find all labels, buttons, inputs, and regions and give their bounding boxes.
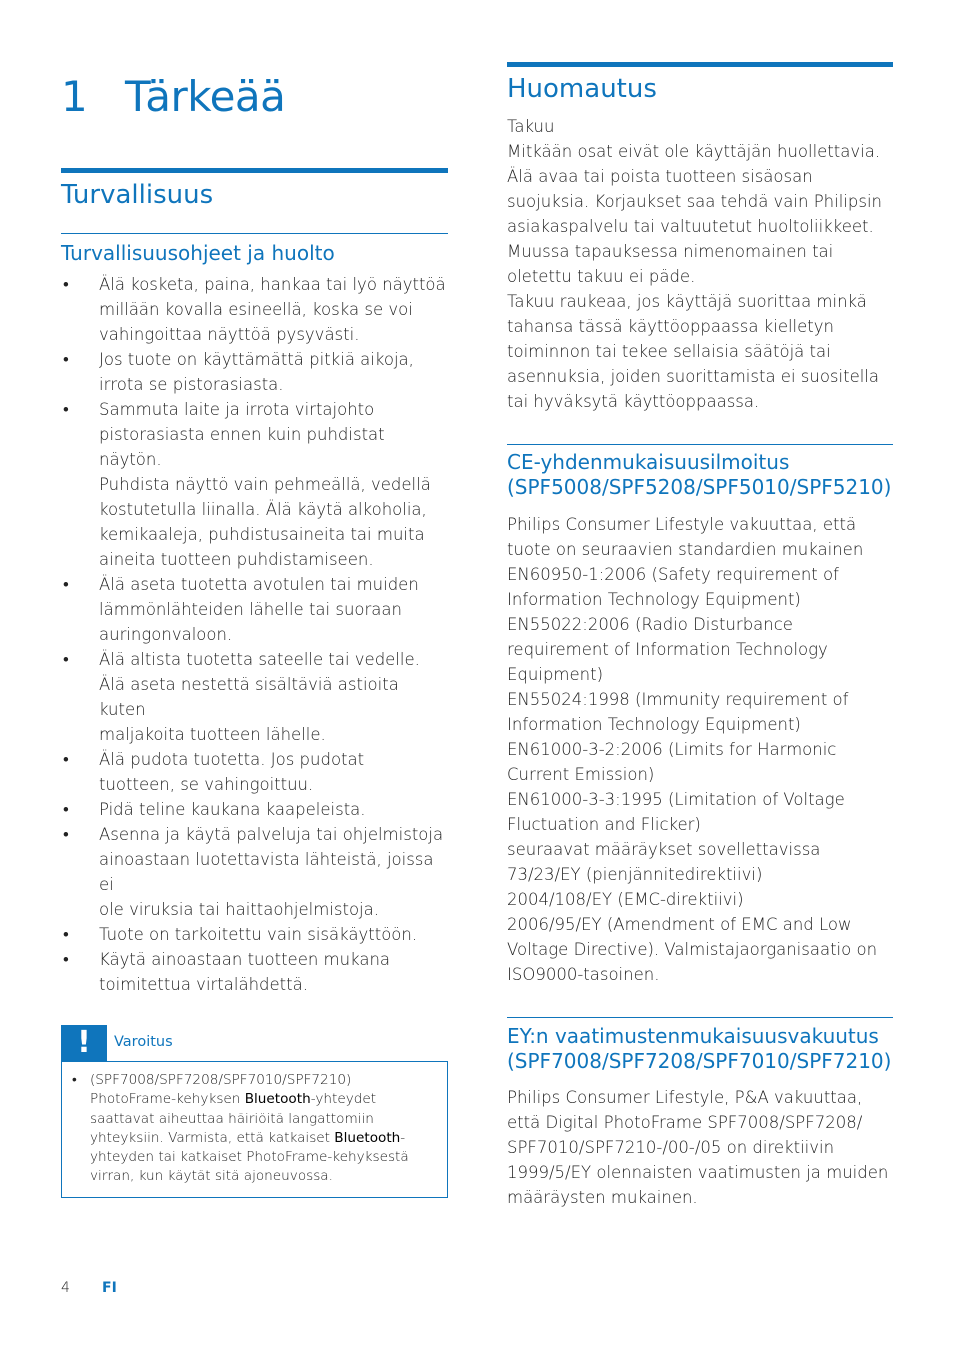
ey-line: määräysten mukainen. bbox=[507, 1188, 698, 1207]
bullet-line: Tuote on tarkoitettu vain sisäkäyttöön. bbox=[99, 925, 418, 944]
ey-line: 1999/5/EY olennaisten vaatimusten ja muiden bbox=[507, 1163, 889, 1182]
bluetooth-term: Bluetooth bbox=[244, 1091, 311, 1108]
ce-line: EN55022:2006 (Radio Disturbance bbox=[507, 615, 793, 634]
warning-text bbox=[72, 1071, 433, 1187]
bullet-line: irrota se pistorasiasta. bbox=[99, 375, 284, 394]
bullet-line: kemikaaleja, puhdistusaineita tai muita bbox=[99, 525, 425, 544]
ce-title-line: CE-yhdenmukaisuusilmoitus bbox=[507, 450, 790, 474]
ce-line: EN61000-3-3:1995 (Limitation of Voltage bbox=[507, 790, 845, 809]
ey-title-line: EY:n vaatimustenmukaisuusvakuutus bbox=[507, 1024, 879, 1048]
warning-label: Varoitus bbox=[114, 1034, 173, 1050]
ce-line: EN61000-3-2:2006 (Limits for Harmonic bbox=[507, 740, 837, 759]
ce-line: Voltage Directive). Valmistajaorganisaatio on bbox=[507, 940, 878, 959]
bullet-dot: • bbox=[63, 800, 69, 819]
bullet-line: aineita tuotteen puhdistamiseen. bbox=[99, 550, 374, 569]
ce-line: 2004/108/EY (EMC-direktiivi) bbox=[507, 890, 744, 909]
safety-bullet-item bbox=[61, 572, 448, 647]
ce-line: Fluctuation and Flicker) bbox=[507, 815, 701, 834]
right-column bbox=[507, 60, 893, 1210]
ce-line: ISO9000-tasoinen. bbox=[507, 965, 660, 984]
warning-line: yhteyksiin. Varmista, että katkaiset bbox=[90, 1129, 335, 1146]
bullet-line: lämmönlähteiden lähelle tai suoraan bbox=[99, 600, 402, 619]
bullet-line: auringonvaloon. bbox=[99, 625, 233, 644]
bullet-line: Käytä ainoastaan tuotteen mukana bbox=[99, 950, 391, 969]
bullet-dot: • bbox=[63, 750, 69, 769]
ey-title bbox=[507, 1024, 893, 1074]
note-rule bbox=[507, 62, 893, 67]
safety-bullet-item bbox=[61, 747, 448, 797]
bullet-dot: • bbox=[63, 350, 69, 369]
bullet-line: tuotteen, se vahingoittuu. bbox=[99, 775, 314, 794]
warning-line: - bbox=[400, 1129, 406, 1146]
note-line: suojuksia. Korjaukset saa tehdä vain Philipsin bbox=[507, 192, 882, 211]
language-code: FI bbox=[102, 1280, 117, 1296]
note-line: Takuu raukeaa, jos käyttäjä suorittaa minkä bbox=[507, 292, 867, 311]
bullet-dot: • bbox=[63, 825, 69, 844]
note-line: Älä avaa tai poista tuotteen sisäosan bbox=[507, 167, 813, 186]
ce-title-line: (SPF5008/SPF5208/SPF5010/SPF5210) bbox=[507, 475, 892, 499]
ey-rule bbox=[507, 1017, 893, 1018]
left-column bbox=[61, 60, 448, 1198]
bullet-line: Älä altista tuotetta sateelle tai vedelle. bbox=[99, 650, 420, 669]
bullet-dot: • bbox=[63, 650, 69, 669]
ey-line: että Digital PhotoFrame SPF7008/SPF7208/ bbox=[507, 1113, 863, 1132]
ey-title-line: (SPF7008/SPF7208/SPF7010/SPF7210) bbox=[507, 1049, 892, 1073]
safety-bullet-item bbox=[61, 347, 448, 397]
chapter-number: 1 bbox=[61, 72, 88, 121]
safety-bullet-item bbox=[61, 647, 448, 747]
warning-line: -yhteydet bbox=[310, 1091, 377, 1108]
bullet-dot: • bbox=[72, 1072, 77, 1088]
note-line: asennuksia, joiden suorittamista ei suositella bbox=[507, 367, 880, 386]
section-rule bbox=[61, 168, 448, 173]
bullet-line: Älä aseta tuotetta avotulen tai muiden bbox=[99, 575, 419, 594]
bullet-line: Sammuta laite ja irrota virtajohto bbox=[99, 400, 375, 419]
subsection-title: Turvallisuusohjeet ja huolto bbox=[61, 241, 335, 265]
ce-line: Current Emission) bbox=[507, 765, 655, 784]
safety-bullet-item bbox=[61, 272, 448, 347]
chapter-title: Tärkeää bbox=[125, 72, 286, 121]
note-title: Huomautus bbox=[507, 74, 657, 104]
bullet-line: ole viruksia tai haittaohjelmistoja. bbox=[99, 900, 380, 919]
ce-line: tuote on seuraavien standardien mukainen bbox=[507, 540, 864, 559]
ey-line: SPF7010/SPF7210-/00-/05 on direktiivin bbox=[507, 1138, 835, 1157]
ce-line: Information Technology Equipment) bbox=[507, 590, 801, 609]
bullet-dot: • bbox=[63, 275, 69, 294]
ce-body bbox=[507, 512, 893, 987]
ce-rule bbox=[507, 444, 893, 445]
bullet-line: ainoastaan luotettavista lähteistä, joissa ei bbox=[99, 850, 434, 894]
ce-line: Information Technology Equipment) bbox=[507, 715, 801, 734]
bullet-dot: • bbox=[63, 575, 69, 594]
safety-bullet-list bbox=[61, 272, 448, 997]
exclamation-icon: ! bbox=[61, 1025, 107, 1061]
ce-line: EN55024:1998 (Immunity requirement of bbox=[507, 690, 849, 709]
page-footer bbox=[61, 1280, 117, 1296]
bullet-line: Jos tuote on käyttämättä pitkiä aikoja, bbox=[99, 350, 414, 369]
note-line: toiminnon tai tekee sellaisia säätöjä tai bbox=[507, 342, 831, 361]
ce-line: 73/23/EY (pienjännitedirektiivi) bbox=[507, 865, 763, 884]
bullet-line: Älä kosketa, paina, hankaa tai lyö näyttöä bbox=[99, 275, 446, 294]
safety-bullet-item bbox=[61, 922, 448, 947]
bullet-line: Pidä teline kaukana kaapeleista. bbox=[99, 800, 366, 819]
warning-box bbox=[61, 1061, 448, 1198]
safety-bullet-item bbox=[61, 822, 448, 922]
safety-bullet-item bbox=[61, 797, 448, 822]
bullet-line: pistorasiasta ennen kuin puhdistat näytön. bbox=[99, 425, 385, 469]
note-line: tahansa tässä käyttöoppaassa kielletyn bbox=[507, 317, 834, 336]
bullet-line: vahingoittaa näyttöä pysyvästi. bbox=[99, 325, 360, 344]
ce-line: Equipment) bbox=[507, 665, 604, 684]
ce-line: EN60950-1:2006 (Safety requirement of bbox=[507, 565, 839, 584]
bullet-line: Puhdista näyttö vain pehmeällä, vedellä bbox=[99, 475, 431, 494]
bullet-dot: • bbox=[63, 925, 69, 944]
bullet-line: millään kovalla esineellä, koska se voi bbox=[99, 300, 413, 319]
bullet-line: Älä pudota tuotetta. Jos pudotat bbox=[99, 750, 365, 769]
subsection-rule bbox=[61, 233, 448, 234]
warning-line: yhteyden tai katkaiset PhotoFrame-kehyksestä bbox=[90, 1149, 409, 1166]
section-title: Turvallisuus bbox=[61, 180, 214, 210]
note-body bbox=[507, 139, 893, 414]
warning-line: PhotoFrame-kehyksen bbox=[90, 1091, 245, 1108]
bullet-line: Älä aseta nestettä sisältäviä astioita kuten bbox=[99, 675, 399, 719]
bluetooth-term: Bluetooth bbox=[334, 1129, 401, 1146]
warning-line: virran, kun käytät sitä ajoneuvossa. bbox=[90, 1168, 333, 1185]
safety-bullet-item bbox=[61, 397, 448, 572]
bullet-line: maljakoita tuotteen lähelle. bbox=[99, 725, 326, 744]
page-number: 4 bbox=[61, 1280, 70, 1296]
safety-bullet-item bbox=[61, 947, 448, 997]
note-line: Mitkään osat eivät ole käyttäjän huollettavia. bbox=[507, 142, 881, 161]
note-line: oletettu takuu ei päde. bbox=[507, 267, 696, 286]
bullet-line: Asenna ja käytä palveluja tai ohjelmistoja bbox=[99, 825, 444, 844]
ce-line: 2006/95/EY (Amendment of EMC and Low bbox=[507, 915, 852, 934]
ce-title bbox=[507, 450, 893, 500]
bullet-line: toimitettua virtalähdettä. bbox=[99, 975, 308, 994]
warning-line: (SPF7008/SPF7208/SPF7010/SPF7210) bbox=[90, 1072, 352, 1088]
note-label: Takuu bbox=[507, 117, 555, 136]
note-line: asiakaspalvelu tai valtuutetut huoltoliikkeet. bbox=[507, 217, 874, 236]
note-line: Muussa tapauksessa nimenomainen tai bbox=[507, 242, 834, 261]
ey-body bbox=[507, 1085, 893, 1210]
chapter-heading bbox=[61, 74, 448, 120]
bullet-line: kostutetulla liinalla. Älä käytä alkoholia, bbox=[99, 500, 427, 519]
bullet-dot: • bbox=[63, 950, 69, 969]
ce-line: requirement of Information Technology bbox=[507, 640, 828, 659]
ey-line: Philips Consumer Lifestyle, P&A vakuuttaa, bbox=[507, 1088, 863, 1107]
warning-line: saattavat aiheuttaa häiriöitä langattomiin bbox=[90, 1110, 374, 1127]
ce-line: Philips Consumer Lifestyle vakuuttaa, että bbox=[507, 515, 857, 534]
note-line: tai hyväksytä käyttöoppaassa. bbox=[507, 392, 760, 411]
warning-header bbox=[61, 1025, 448, 1061]
ce-line: seuraavat määräykset sovellettavissa bbox=[507, 840, 821, 859]
bullet-dot: • bbox=[63, 400, 69, 419]
